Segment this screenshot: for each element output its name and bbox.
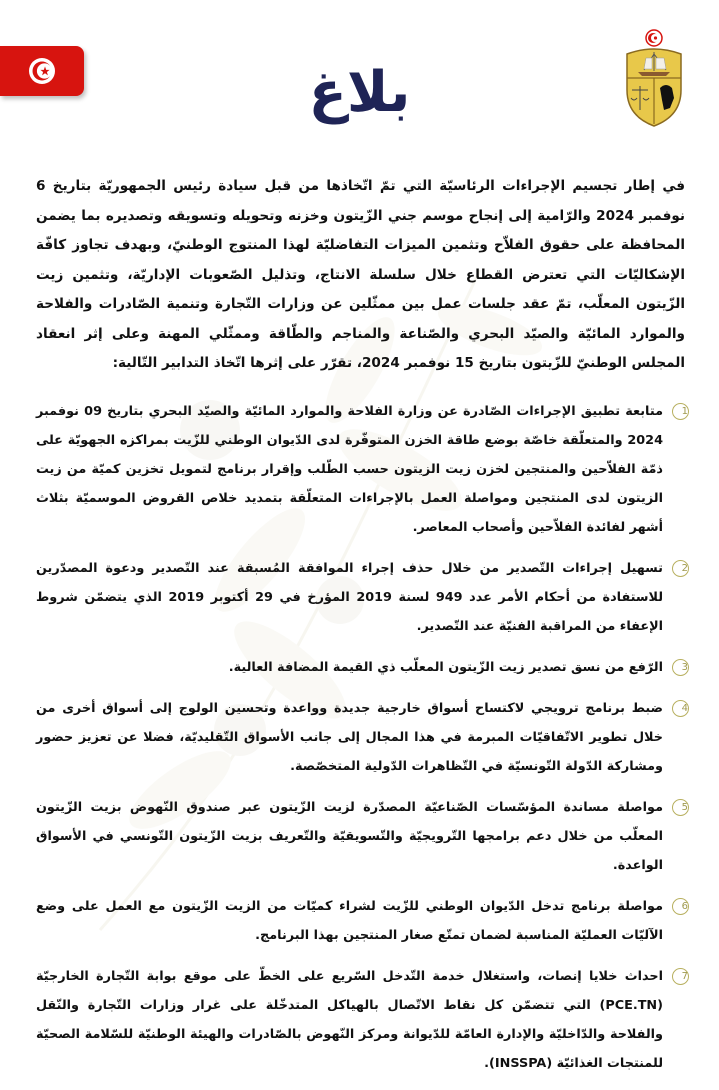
number-circle-icon: 6 [672,898,689,915]
number-circle-icon: 2 [672,560,689,577]
measures-list [36,397,688,1078]
number-circle-icon: 3 [672,659,689,676]
number-circle-icon: 4 [672,700,689,717]
announcement-body [36,172,688,1090]
measure-text: احداث خلايا إنصات، واستغلال خدمة التّدخل السّريع على الخطّ على موقع بوابة التّجارة الخارجيّة (PCE.TN) التي تتضمّن كل نقاط الاتّصال بالهياكل المتدخّلة على غرار وزارات التّجارة والنّقل والفلاحة والدّاخليّة والإدارة العامّة للدّيوانة ومركز النّهوض بالصّادرات والهيئة الوطنيّة للسّلامة الصحيّة للمنتجات الغذائيّة (INSSPA). [36,968,663,1071]
measure-text: مواصلة برنامج تدخل الدّيوان الوطني للزّيت لشراء كميّات من الزيت الزّيتون مع العمل على وضع الآليّات العمليّة المناسبة لضمان تمتّع صغار المنتجين بهذا البرنامج. [36,898,663,943]
page-title: بلاغ [308,60,411,125]
measure-item [36,653,688,682]
measure-item [36,892,688,950]
intro-paragraph: في إطار تجسيم الإجراءات الرئاسيّة التي تمّ اتّخاذها من قبل سيادة رئيس الجمهوريّة بتاريخ 6 نوفمبر 2024 والرّامية إلى إنجاح موسم جني الزّيتون وخزنه وتحويله وتسويقه وتصديره بما يضمن المحافظة على حقوق الفلاّح وتثمين الميزات التفاضليّة لهذا المنتوج الوطنيّ، وبهدف تجاوز كافّة الإشكاليّات التي تعترض القطاع خلال سلسلة الانتاج، وتذليل الصّعوبات الإداريّة، وتثمين زيت الزّيتون المعلّب، تمّ عقد جلسات عمل بين ممثّلين عن وزارات التّجارة وتنمية الصّادرات والفلاحة والموارد المائيّة والصيّد البحري والصّناعة والمناجم والطّاقة وممثّلي المهنة وعلى إثر انعقاد المجلس الوطنيّ للزّيتون بتاريخ 15 نوفمبر 2024، تقرّر على إثرها اتّخاذ التدابير التّالية: [36,178,685,371]
number-circle-icon: 7 [672,968,689,985]
number-circle-icon: 1 [672,403,689,420]
measure-item [36,397,688,542]
measure-text: تسهيل إجراءات التّصدير من خلال حذف إجراء الموافقة المُسبقة عند التّصدير ودعوة المصدّرين للاستفادة من أحكام الأمر عدد 949 لسنة 2019 المؤرخ في 29 أكتوبر 2019 الذي يتضمّن شروط الإعفاء من المراقبة الفنيّة عند التّصدير. [36,560,664,634]
measure-text: الرّفع من نسق تصدير زيت الزّيتون المعلّب ذي القيمة المضافة العالية. [228,659,663,675]
measure-item [36,694,688,781]
measure-text: مواصلة مساندة المؤسّسات الصّناعيّة المصدّرة لزيت الزّيتون عبر صندوق النّهوض بزيت الزّيتون المعلّب من خلال دعم برامجها التّرويجيّة والتّسويقيّة والتّعريف بزيت الزّيتون التّونسي في الأسواق الواعدة. [36,799,663,873]
number-circle-icon: 5 [672,799,689,816]
measure-text: ضبط برنامج ترويجي لاكتساح أسواق خارجية جديدة وواعدة وتحسين الولوج إلى أسواق أخرى من خلال تطوير الاتّفاقيّات المبرمة في هذا المجال إلى جانب الأسواق التّقليديّة، فضلا عن تعزيز حضور ومشاركة الدّولة التّونسيّة في التّظاهرات الدّولية المتخصّصة. [36,700,663,774]
measure-item [36,793,688,880]
measure-text: متابعة تطبيق الإجراءات الصّادرة عن وزارة الفلاحة والموارد المائيّة والصيّد البحري بتاريخ 09 نوفمبر 2024 والمتعلّقة خاصّة بوضع طاقة الخزن المتوفّرة لدى الدّيوان الوطني للزّيت بمراكزه الجهويّة على ذمّة الفلاّحين والمنتجين لخزن زيت الزيتون حسب الطّلب وإقرار برنامج لتمويل تخزين كميّة من زيت الزيتون لدى المنتجين ومواصلة العمل بالإجراءات المتعلّقة بتمديد خلاص القروض الموسميّة بثلاث أشهر لفائدة الفلاّحين وأصحاب المعاصر. [36,403,663,535]
measure-item [36,962,688,1078]
measure-item [36,554,688,641]
